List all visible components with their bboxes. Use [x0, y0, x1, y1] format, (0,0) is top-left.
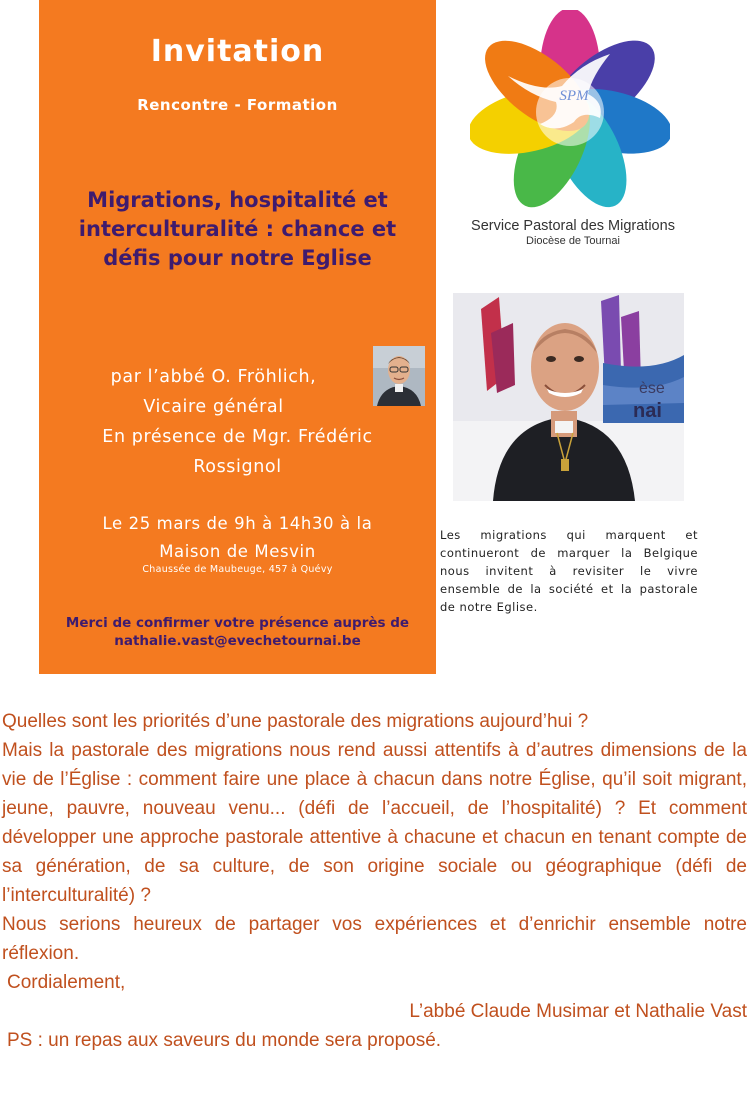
- banner-text-lower: nai: [633, 400, 662, 422]
- bishop-portrait-icon: [453, 293, 684, 501]
- invitation-flyer: [39, 0, 436, 674]
- postscript: PS : un repas aux saveurs du monde sera proposé.: [7, 1030, 442, 1051]
- event-date: Le 25 mars de 9h à 14h30 à la: [102, 514, 373, 533]
- signature: L’abbé Claude Musimar et Nathalie Vast: [409, 1001, 747, 1022]
- spm-logo: [470, 10, 670, 215]
- photo-caption: [440, 526, 698, 616]
- banner-text-upper: èse: [639, 380, 665, 397]
- speaker-name: par l’abbé O. Fröhlich,: [110, 367, 317, 387]
- logo-monogram: SPM: [559, 88, 589, 104]
- flyer-title: Invitation: [150, 34, 325, 69]
- speaker-role: Vicaire général: [143, 397, 284, 417]
- caption-text: Les migrations qui marquent et continueront de marquer la Belgique nous invitent à revisiter le vivre ensemble de la société et la pastorale de notre Eglise.: [440, 528, 698, 614]
- logo-caption: [448, 218, 698, 248]
- main-paragraph: Mais la pastorale des migrations nous rend aussi attentifs à d’autres dimensions de la vie de l’Église : comment faire une place à chacun dans notre Église, qu’il soit migrant, jeune, pauvre, nouveau venu... (défi de l’accueil, de l’hospitalité) ? Et comment développer une approche pastorale attentive à chacune et chacun en tenant compte de sa génération, de sa culture, de son origine sociale ou géographique (défi de l’interculturalité) ?: [2, 740, 747, 906]
- person-portrait-icon: [373, 346, 425, 406]
- flower-dove-logo-icon: [470, 10, 670, 215]
- event-address: Chaussée de Maubeuge, 457 à Quévy: [142, 564, 333, 575]
- speaker-headshot: [373, 346, 425, 406]
- bishop-photo: [453, 293, 684, 501]
- presence-line: En présence de Mgr. Frédéric: [102, 427, 373, 447]
- invitation-body: [2, 707, 747, 1055]
- organization-name: Service Pastoral des Migrations: [471, 218, 675, 234]
- presence-name: Rossignol: [193, 457, 282, 477]
- flyer-subtitle: Rencontre - Formation: [137, 96, 338, 114]
- share-invitation: Nous serions heureux de partager vos expériences et d’enrichir ensemble notre réflexion.: [2, 914, 747, 964]
- priority-question: Quelles sont les priorités d’une pastorale des migrations aujourd’hui ?: [2, 711, 589, 732]
- closing-salutation: Cordialement,: [7, 972, 126, 993]
- rsvp-block: [39, 614, 436, 650]
- event-venue: Maison de Mesvin: [159, 542, 316, 561]
- flyer-headline: Migrations, hospitalité et interculturalité : chance et défis pour notre Eglise: [78, 188, 397, 270]
- rsvp-email: nathalie.vast@evechetournai.be: [114, 633, 361, 649]
- rsvp-text: Merci de confirmer votre présence auprès de: [65, 615, 410, 631]
- event-date-block: [39, 510, 436, 566]
- diocese-name: Diocèse de Tournai: [526, 235, 620, 247]
